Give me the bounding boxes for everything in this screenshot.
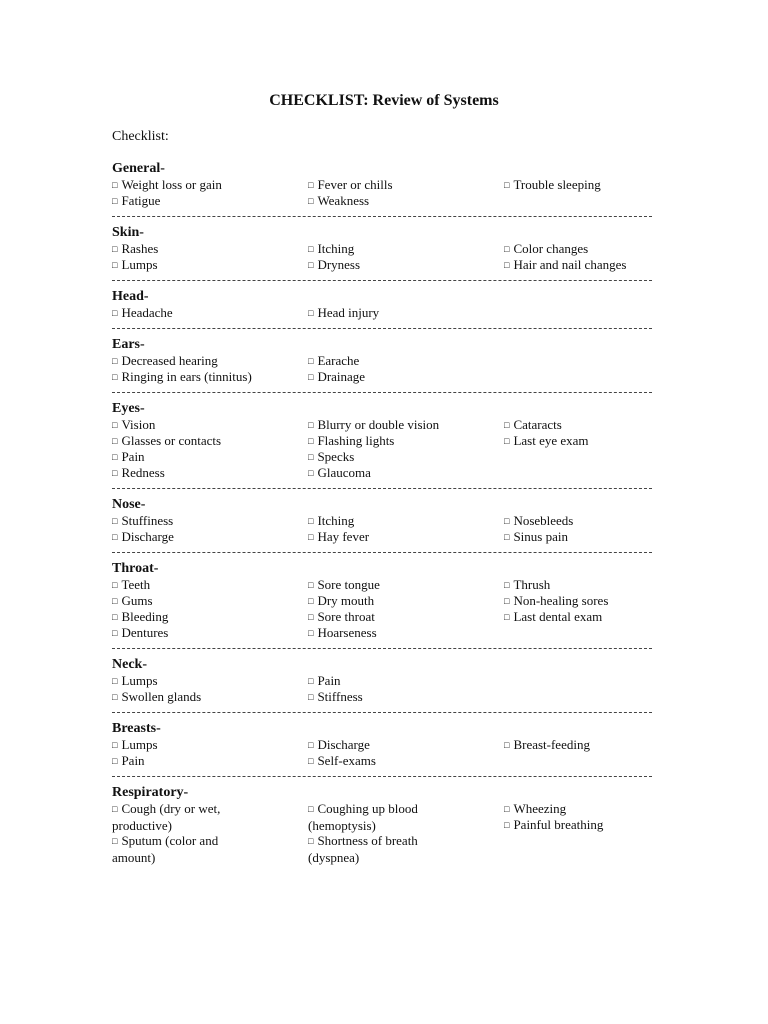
checklist-item[interactable]: [308, 257, 360, 274]
checklist-item-label: Self-exams: [317, 753, 376, 768]
checklist-item[interactable]: [308, 417, 439, 434]
checklist-item-label: Non-healing sores: [513, 593, 609, 608]
checkbox-icon[interactable]: □: [504, 436, 510, 446]
checkbox-icon[interactable]: □: [308, 468, 314, 478]
checklist-item[interactable]: [308, 177, 393, 194]
checklist-item[interactable]: [112, 689, 201, 706]
checklist-item-label: Lumps: [121, 673, 158, 688]
checkbox-icon[interactable]: □: [308, 740, 314, 750]
checkbox-icon[interactable]: □: [112, 372, 118, 382]
checkbox-icon[interactable]: □: [112, 612, 118, 622]
checklist-item[interactable]: [112, 369, 252, 386]
section-items-respiratory: [112, 801, 652, 865]
checklist-item[interactable]: [112, 193, 160, 210]
section-head: [112, 289, 652, 321]
section-divider: [112, 776, 652, 777]
section-heading-head: Head-: [112, 289, 149, 304]
checklist-item[interactable]: [504, 737, 590, 754]
checkbox-icon[interactable]: □: [112, 692, 118, 702]
checklist-item-label: (hemoptysis): [308, 818, 376, 833]
checklist-item[interactable]: [308, 593, 374, 610]
checklist-item-label: Wheezing: [513, 801, 567, 816]
section-items-breasts: [112, 737, 652, 769]
checklist-item[interactable]: [112, 433, 221, 450]
checklist-item-label: Lumps: [121, 737, 158, 752]
checklist-item-label: Decreased hearing: [121, 353, 218, 368]
checklist-item-label: Glaucoma: [317, 465, 371, 480]
checklist-item-label: Last dental exam: [513, 609, 603, 624]
checkbox-icon[interactable]: □: [504, 420, 510, 430]
checklist-item[interactable]: [308, 673, 341, 690]
checklist-item[interactable]: [112, 177, 222, 194]
section-neck: [112, 657, 652, 705]
page-title: CHECKLIST: Review of Systems: [269, 92, 499, 109]
checkbox-icon[interactable]: □: [308, 180, 314, 190]
section-eyes: [112, 401, 652, 481]
checklist-item[interactable]: [504, 417, 562, 434]
checkbox-icon[interactable]: □: [308, 516, 314, 526]
section-heading-skin: Skin-: [112, 225, 144, 240]
section-heading-throat: Throat-: [112, 561, 159, 576]
checklist-item[interactable]: [308, 241, 354, 258]
checklist-item-label: Hoarseness: [317, 625, 377, 640]
checkbox-icon[interactable]: □: [112, 676, 118, 686]
checkbox-icon[interactable]: □: [504, 740, 510, 750]
checkbox-icon[interactable]: □: [504, 580, 510, 590]
checklist-item[interactable]: [112, 673, 158, 690]
checkbox-icon[interactable]: □: [112, 596, 118, 606]
checklist-item-label: Pain: [121, 753, 145, 768]
checkbox-icon[interactable]: □: [504, 180, 510, 190]
checklist-item-label: Sinus pain: [513, 529, 568, 544]
section-divider: [112, 280, 652, 281]
checkbox-icon[interactable]: □: [308, 420, 314, 430]
checklist-item-label: Lumps: [121, 257, 158, 272]
checklist-item[interactable]: [504, 609, 602, 626]
section-heading-ears: Ears-: [112, 337, 145, 352]
checkbox-icon[interactable]: □: [308, 804, 314, 814]
checkbox-icon[interactable]: □: [112, 804, 118, 814]
checklist-item[interactable]: [504, 577, 550, 594]
checklist-item[interactable]: [308, 305, 379, 322]
checklist-item[interactable]: [504, 817, 603, 834]
checkbox-icon[interactable]: □: [112, 308, 118, 318]
checklist-item-label: Discharge: [121, 529, 174, 544]
checklist-item[interactable]: [112, 737, 158, 754]
checklist-item[interactable]: [504, 529, 568, 546]
checkbox-icon[interactable]: □: [308, 692, 314, 702]
section-items-skin: [112, 241, 652, 273]
checkbox-icon[interactable]: □: [504, 516, 510, 526]
checklist-item[interactable]: [308, 689, 363, 706]
section-divider: [112, 488, 652, 489]
section-divider: [112, 712, 652, 713]
checklist-item-label: Drainage: [317, 369, 366, 384]
checklist-item[interactable]: [504, 513, 573, 530]
section-heading-breasts: Breasts-: [112, 721, 161, 736]
checklist-item[interactable]: [112, 577, 150, 594]
checkbox-icon[interactable]: □: [308, 580, 314, 590]
checklist-item[interactable]: [112, 753, 145, 770]
checklist-item-label: Specks: [317, 449, 355, 464]
checkbox-icon[interactable]: □: [308, 836, 314, 846]
checklist-item-label: Teeth: [121, 577, 151, 592]
checkbox-icon[interactable]: □: [308, 756, 314, 766]
checklist-item[interactable]: [112, 801, 220, 834]
checklist-item[interactable]: [112, 513, 173, 530]
checklist-item[interactable]: [112, 305, 173, 322]
checklist-item-label: Cataracts: [513, 417, 562, 432]
checklist-item[interactable]: [504, 257, 626, 274]
checkbox-icon[interactable]: □: [112, 196, 118, 206]
checklist-item-label: Sore throat: [317, 609, 375, 624]
checklist-item-label: Itching: [317, 241, 355, 256]
checklist-item-label: Pain: [121, 449, 145, 464]
section-items-throat: [112, 577, 652, 641]
checklist-item[interactable]: [112, 241, 158, 258]
checklist-item[interactable]: [308, 433, 394, 450]
checklist-item[interactable]: [308, 465, 371, 482]
checkbox-icon[interactable]: □: [308, 356, 314, 366]
checklist-item[interactable]: [308, 577, 380, 594]
checkbox-icon[interactable]: □: [112, 436, 118, 446]
checkbox-icon[interactable]: □: [112, 756, 118, 766]
checklist-item-label: Weakness: [317, 193, 370, 208]
checklist-item-label: Ringing in ears (tinnitus): [121, 369, 252, 384]
checkbox-icon[interactable]: □: [308, 244, 314, 254]
checklist-item-label: Color changes: [513, 241, 589, 256]
checklist-item-label: Pain: [317, 673, 341, 688]
checkbox-icon[interactable]: □: [112, 532, 118, 542]
checklist-item[interactable]: [112, 353, 218, 370]
checklist-item[interactable]: [308, 369, 365, 386]
section-heading-eyes: Eyes-: [112, 401, 145, 416]
checkbox-icon[interactable]: □: [504, 244, 510, 254]
checklist-item-label: Fever or chills: [317, 177, 393, 192]
checklist-item-label: Sputum (color and: [121, 833, 219, 848]
checklist-item[interactable]: [308, 529, 369, 546]
checklist-item[interactable]: [112, 609, 168, 626]
checkbox-icon[interactable]: □: [504, 820, 510, 830]
checklist-item[interactable]: [308, 449, 354, 466]
checkbox-icon[interactable]: □: [112, 180, 118, 190]
checklist-item-label: Weight loss or gain: [121, 177, 222, 192]
section-heading-general: General-: [112, 161, 165, 176]
checklist-item[interactable]: [308, 353, 359, 370]
checklist-item-label: Swollen glands: [121, 689, 202, 704]
section-items-head: [112, 305, 652, 321]
section-breasts: [112, 721, 652, 769]
checklist-item[interactable]: [308, 609, 375, 626]
checklist-item-label: Rashes: [121, 241, 159, 256]
checkbox-icon[interactable]: □: [112, 836, 118, 846]
section-respiratory: [112, 785, 652, 865]
checkbox-icon[interactable]: □: [112, 356, 118, 366]
checklist-item-label: Dry mouth: [317, 593, 375, 608]
checklist-item-label: Discharge: [317, 737, 370, 752]
checklist-item[interactable]: [112, 465, 165, 482]
checklist-item-label: Glasses or contacts: [121, 433, 222, 448]
checkbox-icon[interactable]: □: [112, 516, 118, 526]
checklist-item[interactable]: [504, 177, 601, 194]
checklist-item-label: Head injury: [317, 305, 380, 320]
checkbox-icon[interactable]: □: [308, 372, 314, 382]
section-items-eyes: [112, 417, 652, 481]
checkbox-icon[interactable]: □: [308, 596, 314, 606]
section-nose: [112, 497, 652, 545]
checklist-item-label: Blurry or double vision: [317, 417, 440, 432]
section-divider: [112, 392, 652, 393]
checklist-item[interactable]: [112, 417, 155, 434]
checklist-item-label: Hair and nail changes: [513, 257, 627, 272]
checklist-item-label: productive): [112, 818, 172, 833]
section-items-general: [112, 177, 652, 209]
checklist-item-label: Itching: [317, 513, 355, 528]
checklist-item-label: Hay fever: [317, 529, 370, 544]
checkbox-icon[interactable]: □: [112, 740, 118, 750]
checkbox-icon[interactable]: □: [112, 260, 118, 270]
checklist-item-label: Earache: [317, 353, 360, 368]
checkbox-icon[interactable]: □: [308, 196, 314, 206]
section-skin: [112, 225, 652, 273]
checklist-item-label: Dryness: [317, 257, 361, 272]
checklist-item[interactable]: [112, 449, 145, 466]
checkbox-icon[interactable]: □: [308, 532, 314, 542]
checklist-item[interactable]: [308, 193, 369, 210]
checklist-item-label: Cough (dry or wet,: [121, 801, 221, 816]
checkbox-icon[interactable]: □: [112, 452, 118, 462]
checklist-item-label: Nosebleeds: [513, 513, 574, 528]
checkbox-icon[interactable]: □: [112, 628, 118, 638]
section-items-nose: [112, 513, 652, 545]
checkbox-icon[interactable]: □: [112, 580, 118, 590]
checklist-item-label: Painful breathing: [513, 817, 604, 832]
checklist-item-label: Thrush: [513, 577, 551, 592]
section-heading-respiratory: Respiratory-: [112, 785, 189, 800]
checklist-item-label: Stiffness: [317, 689, 363, 704]
section-throat: [112, 561, 652, 641]
checkbox-icon[interactable]: □: [504, 532, 510, 542]
checklist-item-label: Fatigue: [121, 193, 161, 208]
checklist-item[interactable]: [308, 625, 377, 642]
section-ears: [112, 337, 652, 385]
checklist-item[interactable]: [112, 833, 218, 866]
section-divider: [112, 648, 652, 649]
checkbox-icon[interactable]: □: [308, 436, 314, 446]
checklist-item[interactable]: [504, 241, 588, 258]
checklist-item[interactable]: [112, 529, 174, 546]
checklist-item[interactable]: [308, 833, 418, 866]
checklist-item-label: Coughing up blood: [317, 801, 418, 816]
checklist-item-label: Last eye exam: [513, 433, 589, 448]
checkbox-icon[interactable]: □: [112, 244, 118, 254]
checklist-item[interactable]: [308, 737, 370, 754]
checkbox-icon[interactable]: □: [308, 612, 314, 622]
checklist-item[interactable]: [112, 625, 168, 642]
checklist-item[interactable]: [308, 513, 354, 530]
checkbox-icon[interactable]: □: [308, 452, 314, 462]
checklist-item-label: Headache: [121, 305, 173, 320]
checklist-item[interactable]: [504, 801, 566, 818]
section-divider: [112, 328, 652, 329]
checklist-item[interactable]: [504, 433, 589, 450]
checkbox-icon[interactable]: □: [112, 468, 118, 478]
checklist-item[interactable]: [112, 257, 158, 274]
checklist-item[interactable]: [308, 753, 376, 770]
checklist-item-label: Shortness of breath: [317, 833, 418, 848]
checklist-item-label: amount): [112, 850, 156, 865]
checklist-label: Checklist:: [112, 129, 169, 144]
checkbox-icon[interactable]: □: [308, 260, 314, 270]
checklist-item-label: Sore tongue: [317, 577, 380, 592]
section-heading-nose: Nose-: [112, 497, 146, 512]
checklist-item-label: Flashing lights: [317, 433, 395, 448]
section-general: [112, 161, 652, 209]
checklist-item[interactable]: [504, 593, 608, 610]
checklist-item[interactable]: [112, 593, 153, 610]
checklist-item-label: Trouble sleeping: [513, 177, 601, 192]
section-items-neck: [112, 673, 652, 705]
checkbox-icon[interactable]: □: [308, 676, 314, 686]
checkbox-icon[interactable]: □: [504, 596, 510, 606]
section-divider: [112, 552, 652, 553]
checklist-item-label: Breast-feeding: [513, 737, 590, 752]
section-items-ears: [112, 353, 652, 385]
checkbox-icon[interactable]: □: [308, 628, 314, 638]
section-divider: [112, 216, 652, 217]
checklist-item-label: Redness: [121, 465, 165, 480]
checkbox-icon[interactable]: □: [504, 804, 510, 814]
checklist-item-label: Stuffiness: [121, 513, 174, 528]
checklist-item-label: Gums: [121, 593, 153, 608]
section-heading-neck: Neck-: [112, 657, 147, 672]
checklist-item-label: Vision: [121, 417, 156, 432]
checkbox-icon[interactable]: □: [504, 612, 510, 622]
checkbox-icon[interactable]: □: [504, 260, 510, 270]
checkbox-icon[interactable]: □: [112, 420, 118, 430]
checklist-item-label: Bleeding: [121, 609, 169, 624]
checkbox-icon[interactable]: □: [308, 308, 314, 318]
checklist-item[interactable]: [308, 801, 418, 834]
checklist-item-label: Dentures: [121, 625, 169, 640]
checklist-item-label: (dyspnea): [308, 850, 360, 865]
